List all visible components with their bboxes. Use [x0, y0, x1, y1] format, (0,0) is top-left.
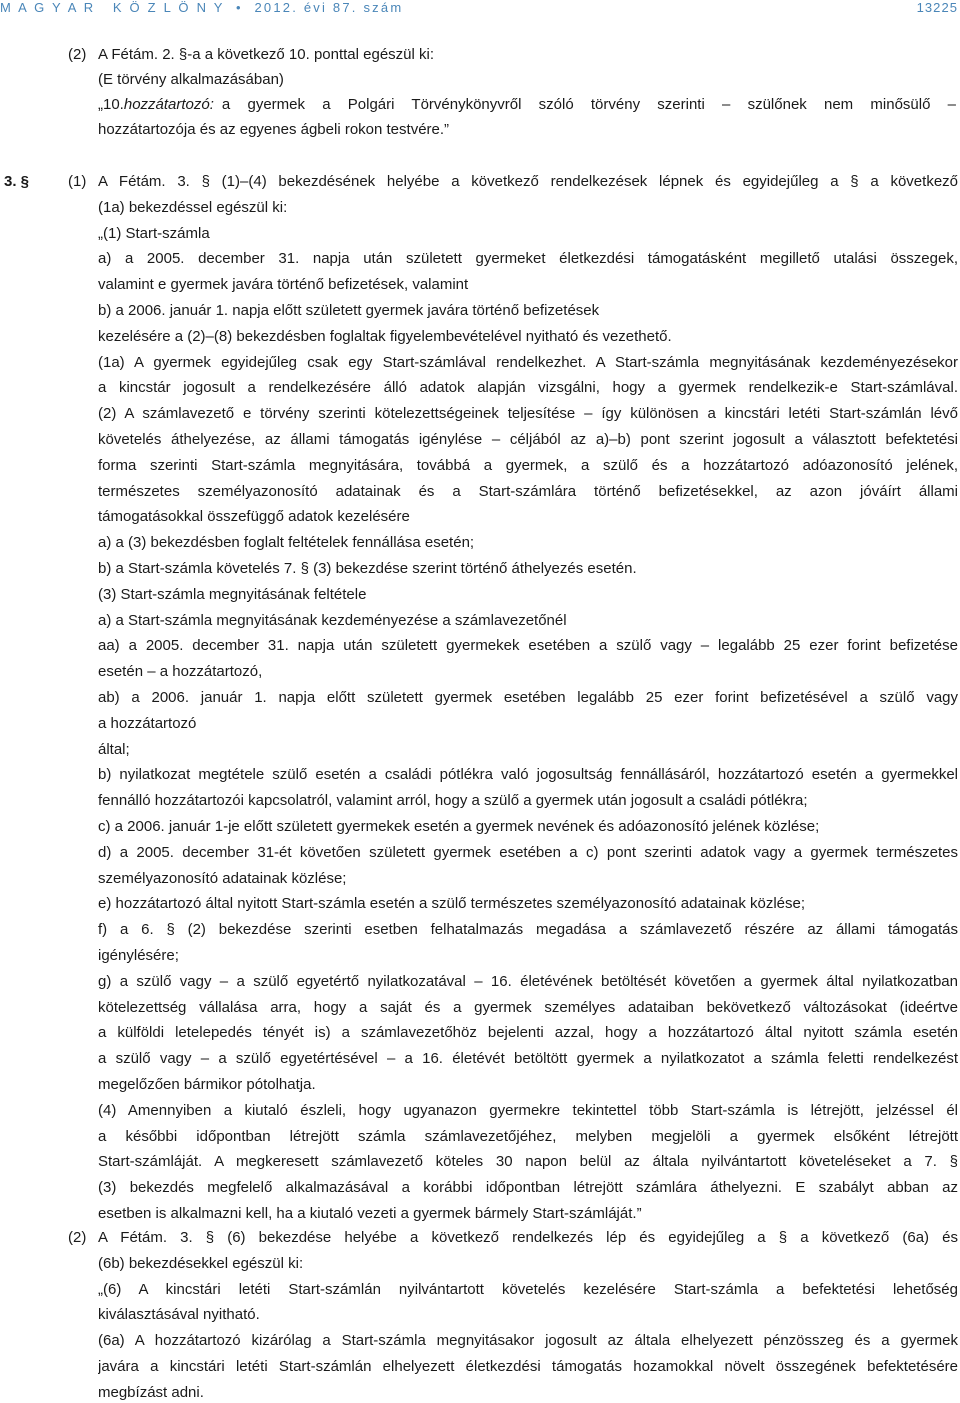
text-line: a) a Start-számla megnyitásának kezdeményezése a számlavezetőnél	[98, 611, 567, 629]
text-line: természetes személyazonosító adatainak és a Start-számlára történő befizetésekkel, az azon jóváírt állami	[98, 482, 958, 500]
text-line: a későbbi időpontban létrejött számla számlavezetőjéhez, melyben megjelöli a gyermek elsőként létrejött	[98, 1127, 958, 1145]
text-line: forma szerinti Start-számla megnyitására, továbbá a gyermek, a szülő és a hozzátartozó adóazonosító jelének,	[98, 456, 958, 474]
text-line: kötelezettség vállalása arra, hogy a saját és a gyermek személyes adataiban bekövetkező változásokat (ideértve	[98, 998, 958, 1016]
text-line: Start-számláját. A megkeresett számlavezető köteles 30 napon belül az általa nyilvántartott követeléseket a 7. §	[98, 1153, 958, 1171]
page-number: 13225	[916, 0, 958, 15]
text-line: (6a) A hozzátartozó kizárólag a Start-számla megnyitásakor jogosult az általa elhelyezett pénzösszeg és a gyermek	[98, 1332, 958, 1350]
text-line: „(6) A kincstári letéti Start-számlán nyilvántartott követelés kezelésére Start-számla a befektetési lehetőség	[98, 1280, 958, 1298]
text-line: c) a 2006. január 1-je előtt született gyermekek esetén a gyermek nevének és adóazonosító jelének közlése;	[98, 818, 820, 835]
text-line: (6b) bekezdésekkel egészül ki:	[98, 1254, 304, 1272]
section-3-para-1-marker: (1)	[68, 173, 87, 190]
text-line: (3) bekezdés megfelelő alkalmazásával a korábbi időpontban létrejött számlára áthelyezni. E szabályt abban az	[98, 1179, 958, 1197]
text-line: (1a) bekezdéssel egészül ki:	[98, 198, 288, 216]
text-line: a külföldi letelepedés tényét is) a számlavezetőhöz bejelenti azzal, hogy a hozzátartozó által nyitott számla esetén	[98, 1024, 958, 1042]
text-line: a) a 2005. december 31. napja után született gyermeket életkezdési támogatásként megillető utalási összegek,	[98, 250, 958, 268]
text-line: kezelésére a (2)–(8) bekezdésben foglaltak figyelembevételével nyitható és vezethető.	[98, 327, 672, 345]
text-line: a) a (3) bekezdésben foglalt feltételek fennállása esetén;	[98, 534, 475, 552]
text-line: (4) Amennyiben a kiutaló észleli, hogy ugyanazon gyermekre tekintettel több Start-számla is létrejött, jelzéssel él	[98, 1101, 958, 1119]
text-line: javára a kincstári letéti Start-számlán elhelyezett életkezdési támogatás hozamokkal növelt összegének befektetésére	[98, 1358, 958, 1375]
text-line: aa) a 2005. december 31. napja után született gyermekek esetében a szülő vagy – legalább 25 ezer forint befizetése	[98, 637, 958, 655]
text-line: a szülő vagy – a szülő egyetértésével – a 16. életévét betöltött gyermek a nyilatkozatot a számla feletti rendelkezést	[98, 1050, 958, 1068]
text-line: (2) A számlavezető e törvény szerinti kötelezettségeinek teljesítése – így különösen a kincstári letéti Start-számlán lévő	[98, 405, 958, 423]
page-header	[0, 0, 960, 22]
text-line: (3) Start-számla megnyitásának feltétele	[98, 585, 367, 603]
point-10-line-2: hozzátartozója és az egyenes ágbeli rokon testvére.”	[98, 121, 450, 138]
text-line: f) a 6. § (2) bekezdése szerinti esetben felhatalmazás megadása a számlavezető részére az állami támogatás	[98, 921, 958, 939]
journal-title: M A G Y A R K Ö Z L Ö N Y • 2012. évi 87. szám	[0, 0, 404, 15]
text-line: igénylésére;	[98, 947, 179, 964]
text-line: A Fétám. 3. § (6) bekezdése helyébe a következő rendelkezés lép és egyidejűleg a § a következő (6a) és	[98, 1229, 958, 1246]
point-10-number: „10.	[98, 96, 124, 113]
text-line: kiválasztásával nyitható.	[98, 1306, 260, 1324]
text-line: b) a Start-számla követelés 7. § (3) bekezdése szerint történő áthelyezés esetén.	[98, 560, 637, 577]
text-line: a kincstár jogosult a rendelkezésére álló adatok alapján vizsgálni, hogy a gyermek rendelkezik-e Start-számlával.	[98, 379, 958, 397]
point-10-text: a gyermek a Polgári Törvénykönyvről szóló törvény szerinti – szülőnek nem minősülő –	[221, 96, 956, 113]
text-line: fennálló hozzátartozói kapcsolatról, valamint arról, hogy a szülő a gyermek után jogosult a családi pótlékra;	[98, 792, 808, 810]
section-2-marker: (2)	[68, 46, 87, 63]
text-line: e) hozzátartozó által nyitott Start-számla esetén a szülő természetes személyazonosító adatainak közlése;	[98, 895, 806, 913]
text-line: A Fétám. 3. § (1)–(4) bekezdésének helyébe a következő rendelkezések lépnek és egyidejűleg a § a következő	[98, 173, 958, 190]
text-line: támogatásokkal összefüggő adatok kezelésére	[98, 508, 410, 526]
text-line: d) a 2005. december 31-ét követően született gyermek esetében a c) pont szerinti adatok vagy a gyermek természetes	[98, 843, 958, 861]
text-line: b) a 2006. január 1. napja előtt született gyermek javára történő befizetések	[98, 302, 600, 319]
text-line: g) a szülő vagy – a szülő egyetértő nyilatkozatával – 16. életévének betöltését követően a gyermek által nyilatkozatban	[98, 972, 958, 990]
text-line: személyazonosító adatainak közlése;	[98, 869, 347, 887]
section-3-para-2-marker: (2)	[68, 1229, 87, 1246]
text-line: (1a) A gyermek egyidejűleg csak egy Start-számlával rendelkezhet. A Start-számla megnyitásának kezdeményezésekor	[98, 353, 958, 371]
text-line: b) nyilatkozat megtétele szülő esetén a családi pótlékra való jogosultság fennállásáról, hozzátartozó esetén a gyermekkel	[98, 766, 958, 784]
section-3-number: 3. §	[4, 173, 30, 190]
point-10-line-1	[98, 95, 956, 115]
text-line: által;	[98, 740, 130, 758]
text-line: követelés áthelyezése, az állami támogatás igénylése – céljából az a)–b) pont szerint jogosult a választott befektetési	[98, 431, 958, 448]
text-line: a hozzátartozó	[98, 714, 197, 732]
text-line: megelőzően bármikor pótolhatja.	[98, 1076, 316, 1093]
text-line: esetben is alkalmazni kell, ha a kiutaló vezeti a gyermek bármely Start-számláját.”	[98, 1205, 642, 1222]
section-2-heading: A Fétám. 2. §-a a következő 10. ponttal egészül ki:	[98, 46, 435, 63]
section-2-subheading: (E törvény alkalmazásában)	[98, 71, 284, 88]
text-line: ab) a 2006. január 1. napja előtt született gyermek esetében legalább 25 ezer forint befizetésével a szülő vagy	[98, 689, 958, 706]
text-line: „(1) Start-számla	[98, 224, 210, 242]
text-line: valamint e gyermek javára történő befizetések, valamint	[98, 276, 469, 294]
text-line: megbízást adni.	[98, 1383, 204, 1401]
text-line: esetén – a hozzátartozó,	[98, 663, 263, 681]
point-10-term: hozzátartozó:	[123, 96, 214, 113]
